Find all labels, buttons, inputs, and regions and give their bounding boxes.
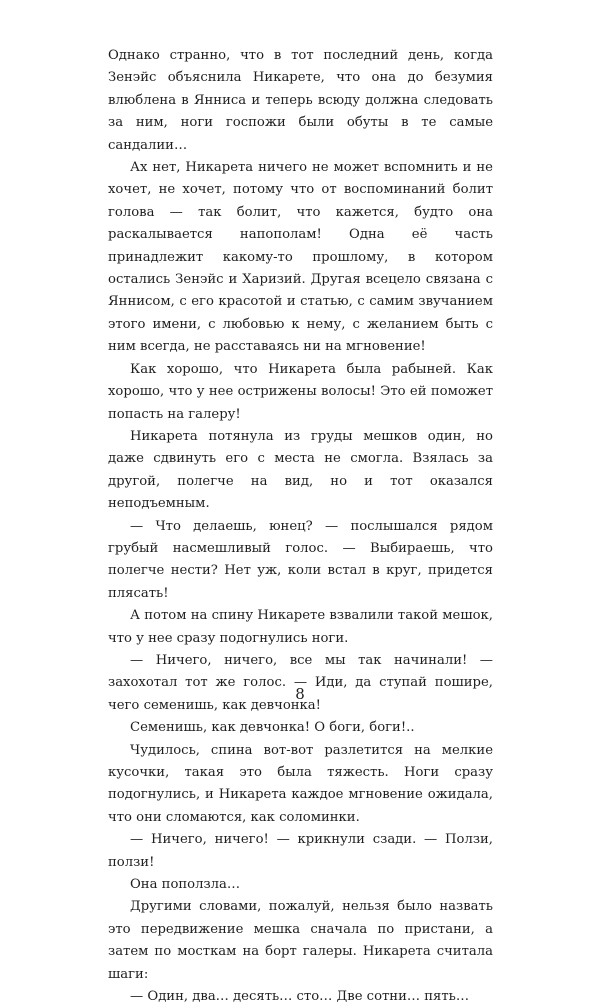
paragraph-9: Чудилось, спина вот-вот разлетится на мелкие кусочки, такая это была тяжесть. Ноги сразу подогнулись, и Никарета каждое мгновение ожидала, что они сломаются, как соломинки. xyxy=(108,742,493,825)
paragraph-6: А потом на спину Никарете взвалили такой мешок, что у нее сразу подогнулись ноги. xyxy=(108,608,493,646)
paragraph-5: — Что делаешь, юнец? — послышался рядом грубый насмешливый голос. — Выбираешь, что полегче нести? Нет уж, коли встал в круг, придется плясать! xyxy=(108,518,493,601)
paragraph-8: Семенишь, как девчонка! О боги, боги!.. xyxy=(130,720,415,736)
paragraph-12: Другими словами, пожалуй, нельзя было назвать это передвижение мешка сначала по пристани, а затем по мосткам на борт галеры. Никарета считала шаги: xyxy=(108,899,493,982)
paragraph-13: — Один, два… десять… сто… Две сотни… пять… xyxy=(130,989,470,1005)
paragraph-11: Она поползла… xyxy=(130,877,241,893)
paragraph-10: — Ничего, ничего! — крикнули сзади. — Ползи, ползи! xyxy=(108,832,493,870)
page-number: 8 xyxy=(295,685,305,703)
body-text xyxy=(108,45,493,1008)
paragraph-4: Никарета потянула из груды мешков один, но даже сдвинуть его с места не смогла. Взялась за другой, полегче на вид, но и тот оказался неподъемным. xyxy=(108,428,493,512)
paragraph-2: Ах нет, Никарета ничего не может вспомнить и не хочет, не хочет, потому что от воспоминаний болит голова — так болит, что кажется, будто она раскалывается напополам! Одна её часть принадлежит какому-то прошлому, в котором остались Зенэйс и Харизий. Другая всецело связана с Яннисом, с его красотой и статью, с самим звучанием этого имени, с любовью к нему, с желанием быть с ним всегда, не расставаясь ни на мгновение! xyxy=(108,160,493,355)
paragraph-7: — Ничего, ничего, все мы так начинали! — захохотал тот же голос. — Иди, да ступай пошире, чего семенишь, как девчонка! xyxy=(108,652,493,713)
paragraph-3: Как хорошо, что Никарета была рабыней. Как хорошо, что у нее острижены волосы! Это ей поможет попасть на галеру! xyxy=(108,361,493,422)
paragraph-1: Однако странно, что в тот последний день, когда Зенэйс объяснила Никарете, что она до безумия влюблена в Янниса и теперь всюду должна следовать за ним, ноги госпожи были обуты в те самые сандалии… xyxy=(108,48,493,153)
